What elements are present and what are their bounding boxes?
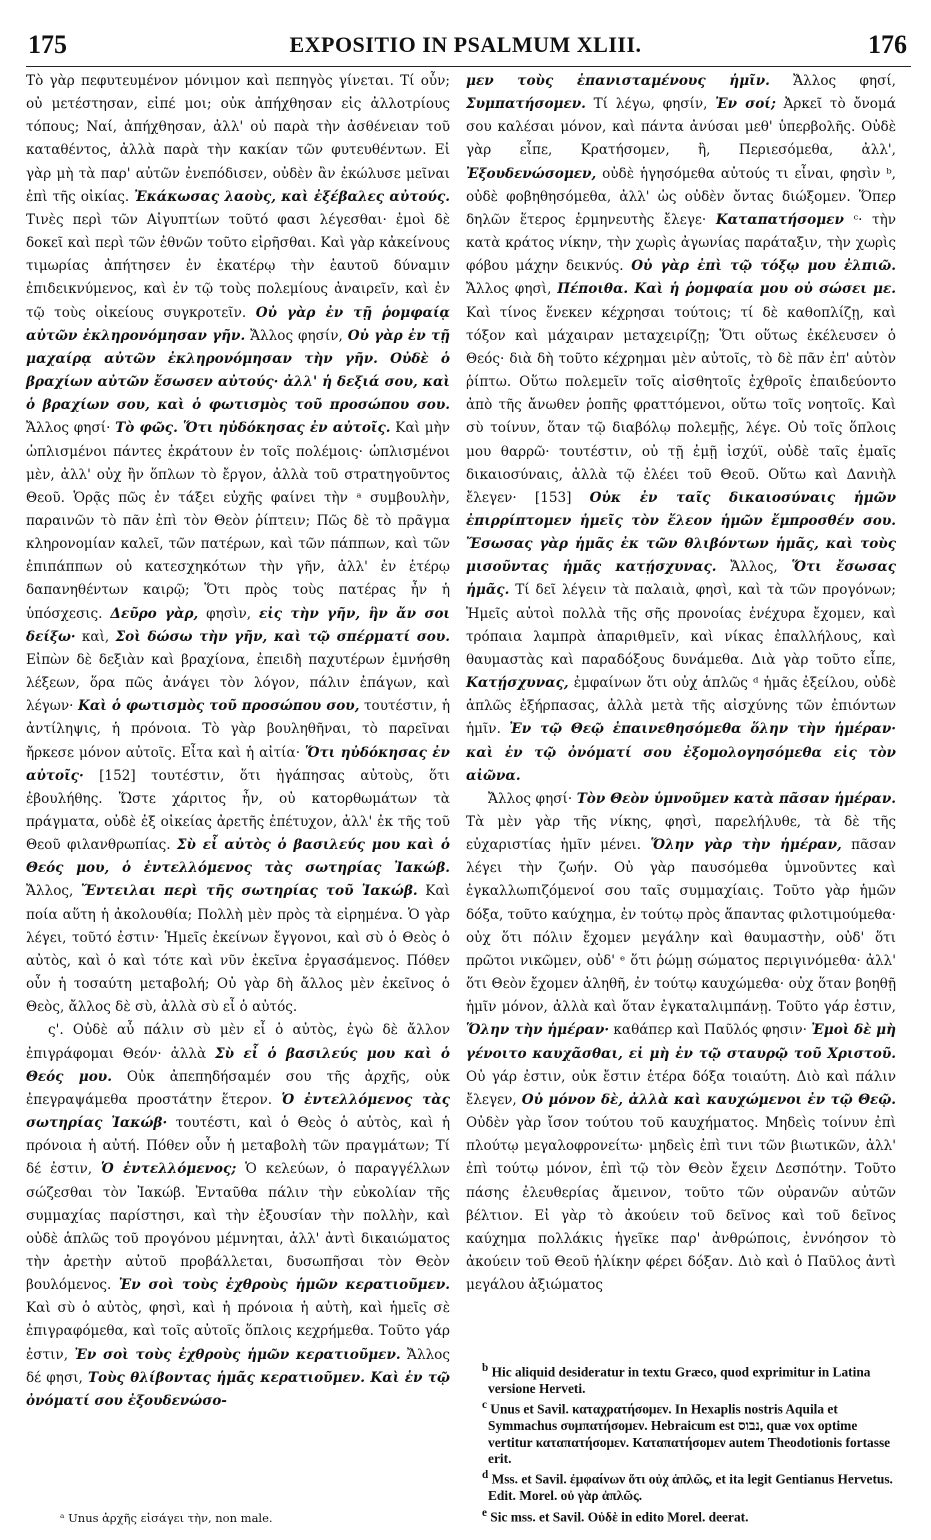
scripture-quote: Συμπατήσομεν.: [466, 96, 586, 113]
commentary-text: Τί δεῖ λέγειν τὰ παλαιὰ, φησὶ, καὶ τὰ τῶν προγόνων; Ἡμεῖς αὐτοὶ πολλὰ τῆς σῆς προνοίας ἐνέχυρα ἔχομεν, καὶ τρόπαια λαμπρὰ ἀπαριθμεῖν, καὶ νίκας ἐπαλλήλους, καὶ θαυμαστὰς καὶ παραδόξους δυνάμεθα. Διὰ γὰρ τοῦτο εἶπε,: [466, 582, 896, 668]
commentary-text: πᾶσαν λέγει τὴν ζωήν. Οὐ γὰρ παυσόμεθα ὑμνοῦντες καὶ ἐγκαλλωπιζόμενοί σου ταῖς συμμαχίαις. Τοῦτο γὰρ ἡμῶν δόξα, τοῦτο καύχημα, ἐν τούτῳ πρὸς ἅπαντας φιλοτιμούμεθα· οὐχ ὅτι πόλιν ἔχομεν μεγάλην καὶ θαυμαστὴν, οὐδ' ὅτι πρῶτοι νικῶμεν, οὐδ' ᵉ ὅτι ῥώμῃ σώματος περιγινόμεθα· ἀλλ' ὅτι Θεὸν ἔχομεν ἀληθῆ, ἐν τούτῳ καυχώμεθα· οὐχ ὅταν βοηθῇ ἡμῖν μόνον, ἀλλὰ καὶ ὅταν ἐγκαταλιμπάνῃ. Τοῦτο γάρ ἐστιν,: [466, 837, 897, 1016]
scripture-quote: Ὅλην γὰρ τὴν ἡμέραν,: [650, 837, 842, 854]
scripture-quote: Ἐμοὶ δὲ μὴ γένοιτο καυχᾶσθαι, εἰ μὴ ἐν τῷ σταυρῷ τοῦ Χριστοῦ.: [466, 1022, 897, 1062]
commentary-text: Ἄλλος φησίν,: [245, 327, 348, 344]
footnote-text: Hic aliquid desideratur in textu Græco, quod exprimitur in Latina versione Herveti.: [488, 1364, 871, 1396]
paragraph: [466, 788, 896, 1297]
scripture-quote: Οὐ γὰρ ἐπὶ τῷ τόξῳ μου ἐλπιῶ.: [631, 258, 896, 275]
scripture-quote: Οὐ γὰρ ἐν τῇ ῥομφαίᾳ αὐτῶν ἐκληρονόμησαν γῆν.: [26, 304, 450, 344]
scripture-quote: Τοὺς θλίβοντας ἡμᾶς κερατιοῦμεν. Καὶ ἐν τῷ ὀνόματί σου ἐξουδενώσο-: [26, 1369, 450, 1409]
scripture-quote: Ὅτι ἔσωσας ἡμᾶς.: [466, 559, 896, 599]
header-rule: [26, 66, 911, 67]
footnote: [466, 1505, 896, 1526]
scripture-quote: μεν τοὺς ἐπανισταμένους ἡμῖν.: [466, 73, 770, 89]
commentary-text: Τινὲς περὶ τῶν Αἰγυπτίων τοῦτό φασι λέγεσθαι· ἐμοὶ δὲ δοκεῖ καὶ περὶ τῶν ἐθνῶν τοῦτο εἰρῆσθαι. Καὶ γὰρ κἀκείνους τιμωρίας ἀπήτησεν ἐν ἑκατέρῳ τὴν ἑαυτοῦ δύναμιν ἐπιδεικνύμενος, καὶ ἐν τῷ τοὺς πολεμίους ἀναιρεῖν, καὶ ἐν τῷ τοὺς οἰκείους συγκροτεῖν.: [26, 211, 450, 321]
scripture-quote: Ἐκάκωσας λαοὺς, καὶ ἐξέβαλες αὐτούς.: [134, 188, 450, 205]
commentary-text: ᶜ· τὴν κατὰ κράτος νίκην, τὴν χωρὶς ἀγωνίας παράταξιν, τὴν χωρὶς φόβου μάχην δεικνύς.: [466, 211, 896, 275]
scripture-quote: Ἔντειλαι περὶ τῆς σωτηρίας τοῦ Ἰακώβ.: [81, 883, 418, 900]
commentary-text: Ἄλλος φησὶ,: [466, 281, 558, 298]
scripture-quote: Οὐκ ἐν ταῖς δικαιοσύναις ἡμῶν ἐπιρρίπτομεν ἡμεῖς τὸν ἔλεον ἡμῶν ἔμπροσθέν σου. Ἔσωσας γὰρ ἡμᾶς ἐκ τῶν θλιβόντων ἡμᾶς, καὶ τοὺς μισοῦντας ἡμᾶς κατῄσχυνας.: [466, 489, 896, 576]
commentary-text: οὐδὲ ἡγησόμεθα αὐτούς τι εἶναι, φησὶν ᵇ, οὐδὲ φοβηθησόμεθα, ἀλλ' ὡς οὐδὲν ὄντας διώξομεν. Ὅπερ δηλῶν ἕτερος ἑρμηνευτὴς ἔλεγε·: [466, 165, 896, 228]
commentary-text: Ἄλλος φησί,: [769, 73, 896, 89]
right-column: [466, 70, 896, 1297]
scripture-quote: Ἐξουδενώσομεν,: [466, 165, 597, 182]
commentary-text: Καὶ μὴν ὡπλισμένοι πάντες ἐκράτουν ἐν τοῖς πολέμοις· ὡπλισμένοι μὲν, ἀλλ' οὐχ ἢν ὅπλων τὸ ἔργον, ἀλλὰ τοῦ στρατηγοῦντος Θεοῦ. Ὁρᾷς πῶς ἐν τάξει εὐχῆς φαίνει τὴν ᵃ συμβουλὴν, παραινῶν τὸ πᾶν ἐπὶ τὸν Θεὸν ῥίπτειν; Πῶς δὲ τὸ πρᾶγμα κληρονομίαν καλεῖ, τῶν πατέρων, καὶ τῶν πάππων, καὶ τῶν ἐπιπάππων οὐ κατεσχηκότων τὴν γῆν, ἀλλ' ἐν ἑτέρῳ δαπανηθέντων καιρῷ; Ὅτι πρὸς τοὺς πατέρας ἦν ἡ ὑπόσχεσις.: [26, 420, 450, 622]
paragraph: [26, 1019, 450, 1413]
scripture-quote: Οὐ γὰρ ἐν τῇ μαχαίρᾳ αὐτῶν ἐκληρονόμησαν τὴν γῆν. Οὐδὲ ὁ βραχίων αὐτῶν ἔσωσεν αὐτούς· ἀλλ' ἡ δεξιά σου, καὶ ὁ βραχίων σου, καὶ ὁ φωτισμὸς τοῦ προσώπου σου.: [26, 327, 450, 414]
footnote-text: Unus et Savil. καταχρατήσομεν. In Hexaplis nostris Aquila et Symmachus συμπατήσομεν. Hebraicum est נבוס, quæ vox optime vertitur καταπατήσομεν. Καταπατήσομεν autem Theodotionis fortasse erit.: [486, 1401, 891, 1466]
running-header: [20, 30, 911, 64]
paragraph: [26, 70, 450, 1019]
scripture-quote: Ὅλην τὴν ἡμέραν·: [466, 1022, 610, 1039]
commentary-text: Ἄλλος,: [26, 883, 82, 900]
paragraph: [466, 70, 896, 788]
scripture-quote: εἰς τὴν γῆν, ἣν ἄν σοι δείξω·: [26, 605, 450, 645]
scripture-quote: Πέποιθα. Καὶ ἡ ῥομφαία μου οὐ σώσει με.: [557, 281, 896, 298]
scripture-quote: Τὸν Θεὸν ὑμνοῦμεν κατὰ πᾶσαν ἡμέραν.: [576, 790, 896, 807]
left-column: [26, 70, 450, 1413]
commentary-text: Ἄλλος δέ φησι,: [26, 1346, 450, 1386]
scripture-quote: Σοὶ δώσω τὴν γῆν, καὶ τῷ σπέρματί σου.: [115, 628, 450, 645]
footnote: [466, 1397, 896, 1467]
footnotes: [466, 1360, 896, 1526]
commentary-text: ς'. Οὐδὲ αὖ πάλιν σὺ μὲν εἶ ὁ αὐτὸς, ἐγὼ δὲ ἄλλον ἐπιγράφομαι Θεόν· ἀλλὰ: [26, 1022, 450, 1062]
commentary-text: Ἄλλος φησί·: [26, 420, 116, 437]
scripture-quote: Ἐν σοί;: [715, 96, 776, 113]
commentary-text: Ὁ κελεύων, ὁ παραγγέλλων σώζεσθαι τὸν Ἰακώβ. Ἐνταῦθα πάλιν τὴν εὐκολίαν τῆς συμμαχίας παρίστησι, καὶ τὴν ἐξουσίαν τὴν πολλὴν, καὶ οὐδὲ ἁπλῶς τοῦ προγόνου μέμνηται, ἀλλ' ἀντὶ δικαιώματος τὴν ἀρετὴν αὐτοῦ προβάλλεται, δυσωπῆσαι τὸν Θεὸν βουλόμενος.: [26, 1161, 450, 1294]
footnote-mark: e: [482, 1506, 487, 1519]
commentary-text: τουτέστιν, ἡ ἀντίληψις, ἡ πρόνοια. Τὸ γὰρ βουληθῆναι, τὸ παρεῖναι ἤρκεσε μόνον αὐτοῖς. Εἶτα καὶ ἡ αἰτία·: [26, 698, 450, 761]
scripture-quote: Οὐ μόνον δὲ, ἀλλὰ καὶ καυχώμενοι ἐν τῷ Θεῷ.: [521, 1091, 896, 1108]
commentary-text: Εἰπὼν δὲ δεξιὰν καὶ βραχίονα, ἐπειδὴ παχυτέρων ἐμνήσθη λέξεων, ὅρα πῶς ἀνάγει τὸν λόγον, πάλιν ἐπάγων, καὶ λέγων·: [26, 651, 450, 715]
scripture-quote: Καὶ ὁ φωτισμὸς τοῦ προσώπου σου,: [78, 698, 360, 715]
footnote-mark: c: [482, 1399, 487, 1412]
commentary-text: Οὐδὲν γὰρ ἴσον τούτου τοῦ καυχήματος. Μηδεὶς τοίνυν ἐπὶ πλούτῳ μεγαλοφρονείτω· μηδεὶς ἐπὶ τινι τῶν βιωτικῶν, ἀλλ' ἐπὶ τούτῳ μόνον, ἐπὶ τῷ τὸν Θεὸν ἔχειν Δεσπότην. Τοῦτο πάσης ἐλευθερίας ἄμεινον, τοῦτο τῶν οὐρανῶν αὐτῶν βέλτιον. Εἰ γὰρ τὸ ἀκούειν τοῦ δεῖνος καὶ τοῦ δεῖνος καύχημα πολλάκις ἡγεῖκε παρ' ἀνθρώποις, ἐννόησον τὸ ἀκούειν τοῦ Θεοῦ ἡλίκην φέρει δόξαν. Διὸ καὶ ὁ Παῦλος ἀντὶ μεγάλου ἀξιώματος: [466, 1115, 896, 1294]
scripture-quote: Ἐν σοὶ τοὺς ἐχθροὺς ἡμῶν κερατιοῦμεν.: [74, 1346, 401, 1363]
commentary-text: Καὶ σὺ ὁ αὐτὸς, φησὶ, καὶ ἡ πρόνοια ἡ αὐτὴ, καὶ ἡμεῖς σὲ ἐπιγραφόμεθα, καὶ τοῖς αὐτοῖς ὅπλοις κεχρήμεθα. Τοῦτο γάρ ἐστιν,: [26, 1300, 450, 1363]
commentary-text: Ἄλλος,: [716, 559, 792, 576]
scripture-quote: Ἐν σοὶ τοὺς ἐχθροὺς ἡμῶν κερατιοῦμεν.: [118, 1277, 451, 1294]
scripture-quote: Ὁ ἐντελλόμενος τὰς σωτηρίας Ἰακώβ·: [26, 1091, 450, 1132]
commentary-text: Καὶ τίνος ἕνεκεν κέχρησαι τούτοις; τί δὲ καθοπλίζῃ, καὶ τόξον καὶ μάχαιραν μεταχειρίζῃ; Ὅτι οὕτως ἐκέλευσεν ὁ Θεός· διὰ δὴ τοῦτο κέχρημαι μὲν αὐτοῖς, τὸ δὲ πᾶν ἐπ' αὐτὸν ῥίπτω. Οὕτω πολεμεῖν τοῖς αἰσθητοῖς ἐχθροῖς ἐπαιδεύοντο ἀπὸ τῆς ἄνωθεν ῥοπῆς φραττόμενοι, οὕτω τοῖς νοητοῖς. Καὶ σὺ τοίνυν, ὅταν τῷ διαβόλῳ πολεμῇς, λέγε. Οὐ τοῖς ὅπλοις μου θαρρῶ· τουτέστιν, οὐ τῇ ἐμῇ ἰσχύϊ, οὐδὲ ταῖς ἐμαῖς δικαιοσύναις, ἀλλὰ τῷ ἐλέει τοῦ Θεοῦ. Οὕτω καὶ Δανιὴλ ἔλεγεν· [153]: [466, 304, 896, 506]
commentary-text: Καὶ ποία αὕτη ἡ ἀκολουθία; Πολλὴ μὲν πρὸς τὰ εἰρημένα. Ὁ γὰρ λέγει, τοῦτό ἐστιν· Ἡμεῖς ἐκείνων ἔγγονοι, καὶ σὺ ὁ Θεὸς ὁ αὐτὸς, καὶ ὁ καὶ τότε καὶ νῦν ἐκεῖνα ἐργασάμενος. Πόθεν οὖν ἡ τοσαύτη μεταβολή; Οὐ γὰρ δὴ ἄλλος μὲν ἐκεῖνος ὁ Θεὸς, ἄλλος δὲ σὺ, ἀλλὰ σὺ εἶ ὁ αὐτός.: [26, 883, 450, 1016]
footnote-text: Mss. et Savil. ἐμφαίνων ὅτι οὐχ ἁπλῶς, et ita legit Gentianus Hervetus. Edit. Morel. οὐ γὰρ ἁπλῶς.: [488, 1471, 893, 1504]
footnote-mark: d: [482, 1469, 489, 1482]
commentary-text: Τὸ γὰρ πεφυτευμένον μόνιμον καὶ πεπηγὸς γίνεται. Τί οὖν; οὐ μετέστησαν, εἰπέ μοι; οὐκ ἀπήχθησαν εἰς ἀλλοτρίους τόπους; Ναί, ἀπήχθησαν, ἀλλ' οὐ παρὰ τὴν ἀσθένειαν τοῦ καταθέντος, ἀλλὰ παρὰ τὴν κακίαν τῶν φυτευθέντων. Εἰ γὰρ μὴ τὰ παρ' αὐτῶν ἐνεπόδισεν, οὐδὲν ἂν ἐκώλυσε μεῖναι ἐπὶ τῆς οἰκίας.: [26, 73, 450, 205]
commentary-text: [152] τουτέστιν, ὅτι ἠγάπησας αὐτοὺς, ὅτι ἐβουλήθης. Ὥστε χάριτος ἦν, οὐ κατορθωμάτων τὰ πράγματα, οὐδὲ ἐξ οἰκείας ἀρετῆς ἐπέτυχον, ἀλλ' ἐκ τῆς τοῦ Θεοῦ φιλανθρωπίας.: [26, 767, 450, 854]
page-number-right: 176: [868, 30, 907, 59]
footnote-text: Sic mss. et Savil. Οὐδὲ in edito Morel. deerat.: [486, 1509, 749, 1525]
scripture-quote: Σὺ εἶ αὐτὸς ὁ βασιλεύς μου καὶ ὁ Θεός μου, ὁ ἐντελλόμενος τὰς σωτηρίας Ἰακώβ.: [26, 837, 450, 877]
running-title: EXPOSITIO IN PSALMUM XLIII.: [289, 32, 642, 57]
scripture-quote: Κατῄσχυνας,: [466, 675, 569, 692]
footnote-left: ᵃ Unus ἀρχῆς εἰσάγει τὴν, non male.: [60, 1511, 273, 1525]
scripture-quote: Καταπατήσομεν: [715, 211, 844, 228]
commentary-text: φησὶν,: [198, 605, 259, 622]
commentary-text: Ἀρκεῖ τὸ ὄνομά σου καλέσαι μόνον, καὶ πάντα ἀνύσαι μεθ' ὑπερβολῆς. Οὐδὲ γὰρ εἶπε, Κρατήσομεν, ἢ, Περιεσόμεθα, ἀλλ',: [466, 96, 896, 159]
commentary-text: Οὐκ ἀπεπηδήσαμέν σου τῆς ἀρχῆς, οὐκ ἐπεγραψάμεθα προστάτην ἕτερον.: [26, 1068, 450, 1108]
commentary-text: Τί λέγω, φησίν,: [585, 96, 716, 113]
commentary-text: Τὰ μὲν γὰρ τῆς νίκης, φησὶ, παρελήλυθε, τὰ δὲ τῆς εὐχαριστίας ἡμῖν μένει.: [466, 814, 896, 854]
scripture-quote: Δεῦρο γὰρ,: [110, 605, 199, 622]
footnote: [466, 1360, 896, 1397]
footnote: [466, 1467, 896, 1504]
commentary-text: Ἄλλος φησί·: [488, 790, 577, 807]
commentary-text: καὶ,: [75, 628, 116, 645]
commentary-text: ἐμφαίνων ὅτι οὐχ ἁπλῶς ᵈ ἡμᾶς ἐξείλου, οὐδὲ ἁπλῶς ἐξήρπασας, ἀλλὰ μετὰ τῆς αἰσχύνης τῶν ἐπιόντων ἡμῖν.: [466, 675, 896, 738]
scripture-quote: Ὁ ἐντελλόμενος;: [101, 1161, 237, 1178]
commentary-text: τουτέστι, καὶ ὁ Θεὸς ὁ αὐτὸς, καὶ ἡ πρόνοια ἡ αὐτή. Πόθεν οὖν ἡ μεταβολὴ τῶν πραγμάτων; Τί δέ ἐστιν,: [26, 1115, 450, 1178]
scripture-quote: Ὅτι ηὐδόκησας ἐν αὐτοῖς·: [26, 744, 450, 784]
scripture-quote: Τὸ φῶς. Ὅτι ηὐδόκησας ἐν αὐτοῖς.: [115, 420, 391, 437]
commentary-text: Οὐ γάρ ἐστιν, οὐκ ἔστιν ἑτέρα δόξα τοιαύτη. Διὸ καὶ πάλιν ἔλεγεν,: [466, 1068, 896, 1108]
footnote-mark: b: [482, 1362, 489, 1374]
page-number-left: 175: [28, 30, 67, 59]
scripture-quote: Ἐν τῷ Θεῷ ἐπαινεθησόμεθα ὅλην τὴν ἡμέραν· καὶ ἐν τῷ ὀνόματί σου ἐξομολογησόμεθα εἰς τὸν αἰῶνα.: [466, 721, 897, 784]
commentary-text: καθάπερ καὶ Παῦλός φησιν·: [609, 1022, 812, 1039]
scripture-quote: Σὺ εἶ ὁ βασιλεύς μου καὶ ὁ Θεός μου.: [26, 1045, 450, 1085]
